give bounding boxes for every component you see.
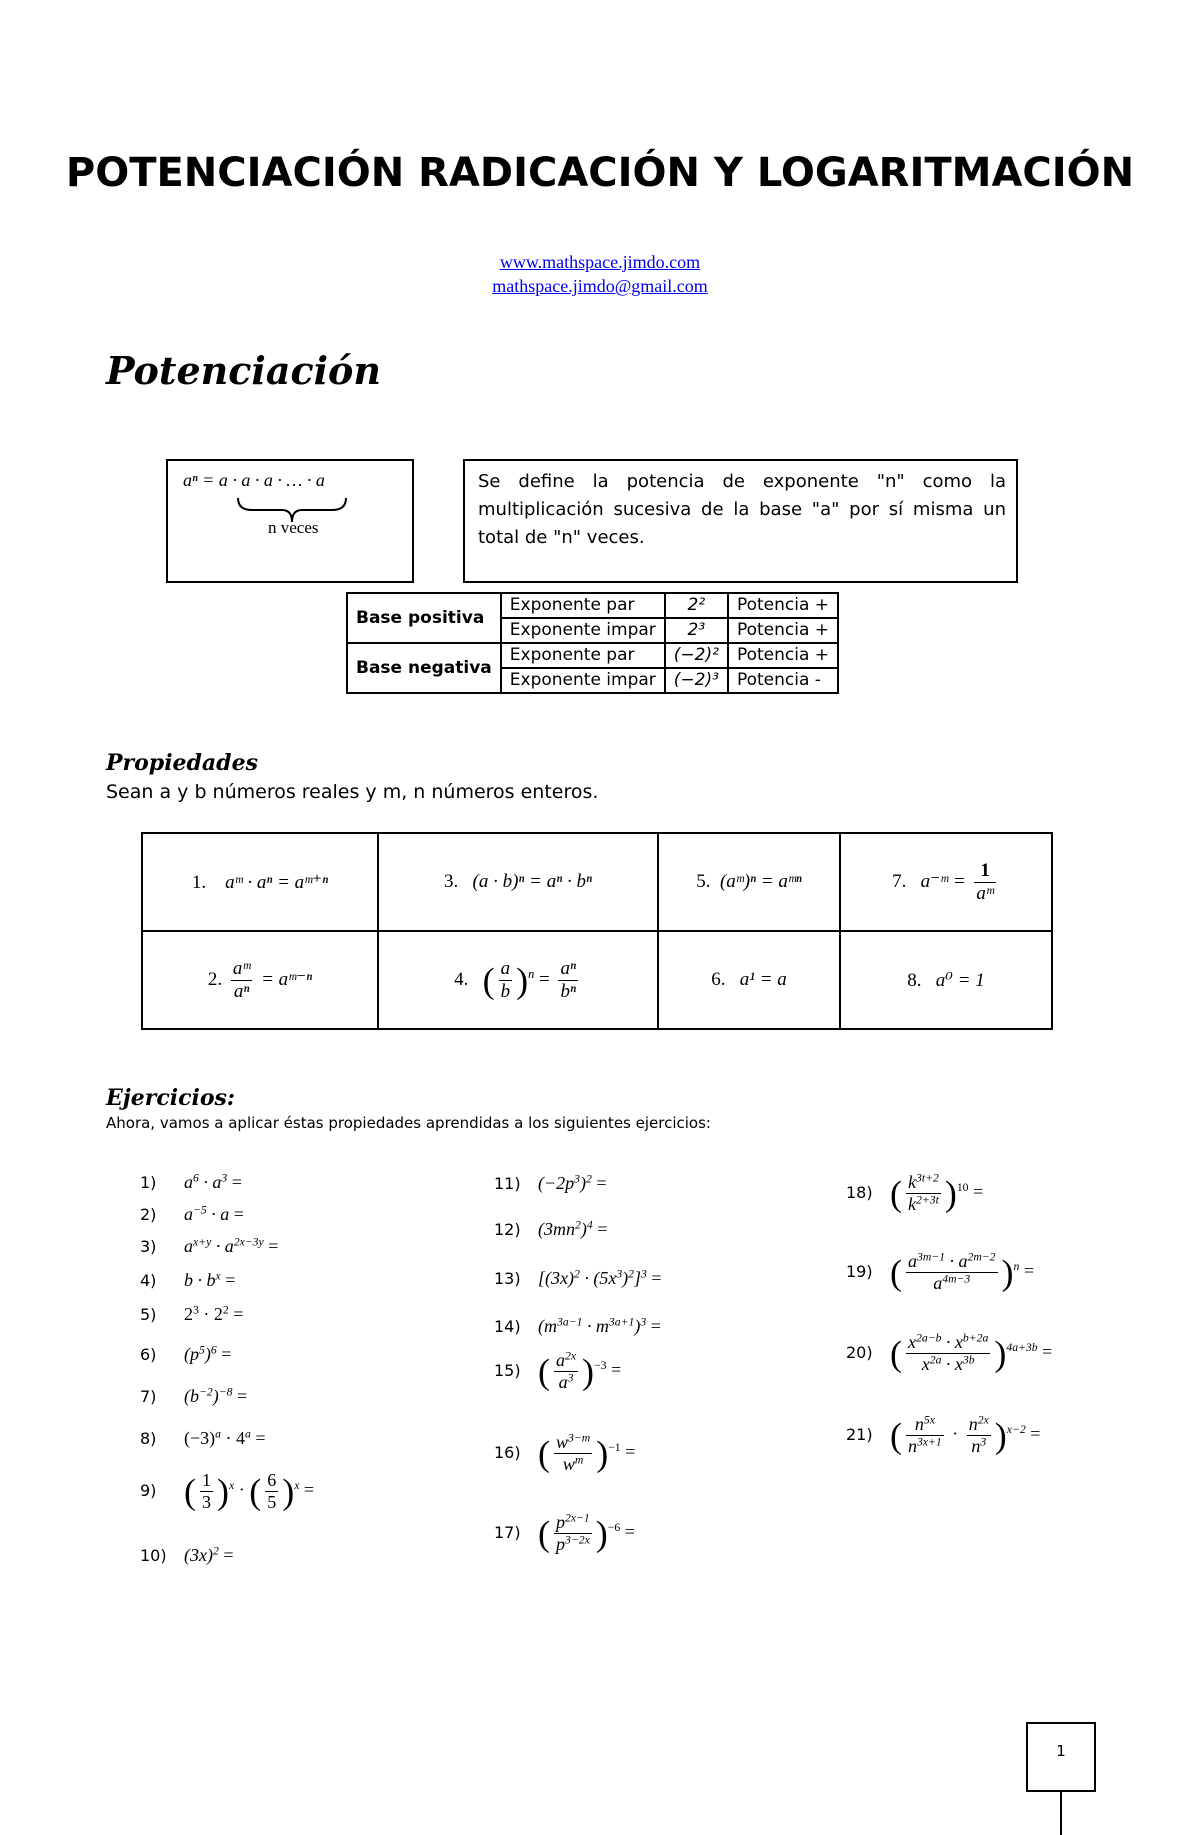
- property-number: 6.: [711, 969, 726, 990]
- property-6: [658, 931, 840, 1029]
- exercise-10: 10) $(3x)^2$ =: [140, 1544, 234, 1565]
- table-cell: 2²: [665, 593, 728, 618]
- fraction-denominator: aᵐ: [976, 882, 994, 904]
- property-number: 8.: [907, 969, 922, 991]
- table-cell: Base positiva: [347, 593, 501, 643]
- property-number: 3.: [444, 871, 459, 892]
- property-expr: aᵐ · aⁿ = aᵐ⁺ⁿ: [225, 871, 329, 893]
- table-cell: (−2)²: [665, 643, 728, 668]
- fraction-numerator: aᵐ: [232, 957, 251, 979]
- definition-text: Se define la potencia de exponente "n" como la multiplicación sucesiva de la base "a" por sí misma un total de "n" veces.: [478, 471, 1006, 548]
- exercise-1: 1) $a^6 \cdot a^3$ =: [140, 1171, 242, 1192]
- exercise-4: 4) $b \cdot b^x$ =: [140, 1269, 236, 1290]
- exercise-9: 9) ( $\frac{1}{3}$ )$^x$ · ( $\frac{6}{5}$ )$^x$ =: [140, 1470, 315, 1512]
- property-7: [840, 833, 1052, 931]
- exercise-20: 20) ( $\frac{x^{2a-b} \cdot x^{b+2a}}{x^{2a} \cdot x^{3b}}$ )$^{4a+3b}$ =: [846, 1331, 1053, 1374]
- table-cell: Exponente par: [501, 643, 665, 668]
- exercise-18: 18) ( $\frac{k^{3t+2}}{k^{2+3t}}$ )$^{10}$ =: [846, 1171, 984, 1214]
- exercises-intro: Ahora, vamos a aplicar éstas propiedades aprendidas a los siguientes ejercicios:: [106, 1114, 711, 1132]
- brace-label: n veces: [268, 518, 319, 537]
- property-number: 2.: [207, 968, 223, 990]
- exercise-3: 3) $a^{x+y} \cdot a^{2x-3y}$ =: [140, 1235, 279, 1256]
- fraction-denominator: bⁿ: [560, 980, 576, 1002]
- property-3: [378, 833, 658, 931]
- table-cell: Potencia +: [728, 593, 838, 618]
- table-row: [142, 931, 1052, 1029]
- section-title: Potenciación: [106, 348, 381, 393]
- table-cell: Potencia -: [728, 668, 838, 693]
- exercise-14: 14) $(m^{3a-1} \cdot m^{3a+1})^3$ =: [494, 1315, 661, 1336]
- property-number: 1.: [191, 871, 207, 893]
- property-5: [658, 833, 840, 931]
- exercise-2: 2) $a^{-5} \cdot a$ =: [140, 1203, 244, 1224]
- fraction-numerator: 1: [974, 860, 995, 883]
- page-number: 1: [1056, 1742, 1066, 1760]
- website-link[interactable]: www.mathspace.jimdo.com: [499, 252, 701, 272]
- exercise-8: 8) $(-3)^a \cdot 4^a$ =: [140, 1427, 266, 1448]
- definition-formula: aⁿ = a · a · a · … · a: [183, 470, 325, 490]
- exercise-21: 21) ( $\frac{n^{5x}}{n^{3x+1}}$ · $\frac{n^{2x}}{n^3}$ )$^{x-2}$ =: [846, 1413, 1041, 1456]
- table-row: [347, 593, 838, 618]
- property-expr: a¹ = a: [739, 969, 787, 990]
- properties-table: [141, 832, 1053, 1030]
- table-cell: Base negativa: [347, 643, 501, 693]
- fraction-numerator: a: [500, 957, 511, 979]
- table-cell: 2³: [665, 618, 728, 643]
- table-row: [142, 833, 1052, 931]
- property-1: [142, 833, 378, 931]
- table-row: [347, 643, 838, 668]
- table-cell: (−2)³: [665, 668, 728, 693]
- property-8: [840, 931, 1052, 1029]
- properties-title: Propiedades: [106, 750, 258, 776]
- exercise-15: 15) ( $\frac{a^{2x}}{a^3}$ )$^{-3}$ =: [494, 1349, 622, 1392]
- property-expr: a⁻ᵐ =: [920, 870, 966, 892]
- exercise-16: 16) ( $\frac{w^{3-m}}{w^m}$ )$^{-1}$ =: [494, 1431, 636, 1474]
- exercise-13: 13) $[(3x)^2 \cdot (5x^3)^2]^3$ =: [494, 1267, 662, 1288]
- table-cell: Exponente impar: [501, 618, 665, 643]
- exercise-5: 5) $2^3 \cdot 2^2$ =: [140, 1303, 244, 1324]
- table-cell: Potencia +: [728, 643, 838, 668]
- properties-intro: Sean a y b números reales y m, n números enteros.: [106, 781, 599, 803]
- property-expr: (a · b)ⁿ = aⁿ · bⁿ: [472, 871, 592, 892]
- property-expr: a⁰ = 1: [935, 969, 985, 991]
- fraction-denominator: b: [500, 980, 511, 1002]
- property-number: 7.: [892, 870, 907, 892]
- table-cell: Exponente par: [501, 593, 665, 618]
- exercise-7: 7) $(b^{-2})^{-8}$ =: [140, 1385, 248, 1406]
- exercise-6: 6) $(p^5)^6$ =: [140, 1343, 232, 1364]
- exercise-19: 19) ( $\frac{a^{3m-1} \cdot a^{2m-2}}{a^{4m-3}}$ )$^n$ =: [846, 1250, 1035, 1293]
- property-number: 4.: [454, 968, 469, 990]
- table-cell: Potencia +: [728, 618, 838, 643]
- email-link[interactable]: mathspace.jimdo@gmail.com: [492, 276, 708, 296]
- page-divider: [1060, 1790, 1062, 1835]
- property-4: 4. ( $\frac{a}{b}$ )$^n$ = $\frac{\text{aⁿ}}{\text{bⁿ}}$: [378, 931, 658, 1029]
- sign-table: [346, 592, 839, 694]
- fraction-denominator: aⁿ: [233, 980, 250, 1002]
- exercise-12: 12) $(3mn^2)^4$ =: [494, 1218, 608, 1239]
- exercise-17: 17) ( $\frac{p^{2x-1}}{p^{3-2x}}$ )$^{-6}$ =: [494, 1511, 635, 1554]
- property-2: [142, 931, 378, 1029]
- exercise-11: 11) $(-2p^3)^2$ =: [494, 1172, 607, 1193]
- exponent: n: [528, 966, 535, 981]
- property-expr: (aᵐ)ⁿ = aᵐⁿ: [719, 871, 802, 892]
- table-cell: Exponente impar: [501, 668, 665, 693]
- fraction-numerator: aⁿ: [560, 957, 576, 979]
- document-title: POTENCIACIÓN RADICACIÓN Y LOGARITMACIÓN: [65, 150, 1135, 196]
- property-number: 5.: [696, 871, 711, 892]
- exercises-title: Ejercicios:: [106, 1085, 236, 1111]
- property-expr: = aᵐ⁻ⁿ: [261, 968, 313, 990]
